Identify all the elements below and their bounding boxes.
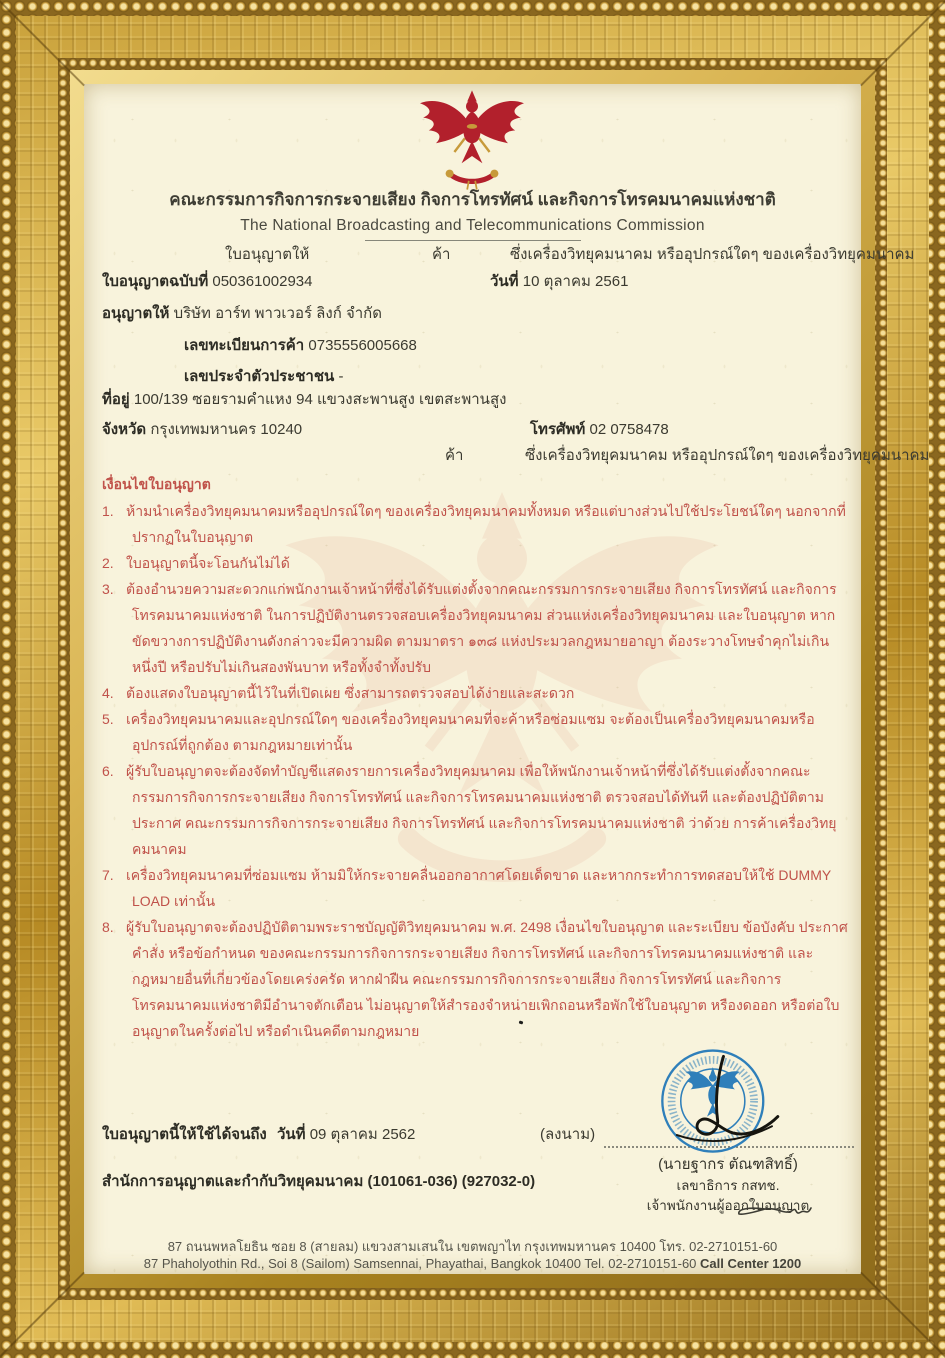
validity-date-value: 09 ตุลาคม 2562 xyxy=(309,1126,416,1143)
trade-registration-row xyxy=(184,336,417,356)
licensee-label: อนุญาตให้ xyxy=(102,305,170,322)
phone-row xyxy=(530,420,669,440)
commission-title-en: The National Broadcasting and Telecommunications Commission xyxy=(240,217,705,234)
garuda-emblem xyxy=(412,88,532,199)
certificate-paper xyxy=(84,84,930,1274)
paraph-signature xyxy=(735,1200,815,1227)
condition-item-8: 8. ผู้รับใบอนุญาตจะต้องปฏิบัติตามพระราชบัญญัติวิทยุคมนาคม พ.ศ. 2498 เงื่อนไขใบอนุญาต และระเบียบ ข้อบังคับ ประกาศ คำสั่ง หรือข้อกำหนด ของคณะกรรมการกิจการกระจายเสียง กิจการโทรทัศน์ และกิจการโทรคมนาคมแห่งชาติ และกฎหมายอื่นที่เกี่ยวข้องโดยเคร่งครัด หากฝ่าฝืน คณะกรรมการกิจการกระจายเสียง กิจการโทรทัศน์ และกิจการโทรคมนาคมแห่งชาติมีอำนาจตักเตือน ไม่อนุญาตให้สำรองจำหน่ายเพิกถอนหรือพักใช้ใบอนุญาต หรืองดออก หรือต่อใบอนุญาตในครั้งต่อไป หรือดำเนินคดีตามกฎหมาย xyxy=(102,919,848,1039)
signer-name: (นายฐากร ตัณฑสิทธิ์) xyxy=(658,1156,798,1173)
frame-carved-band xyxy=(16,16,929,1342)
footer-address-th: 87 ถนนพหลโยธิน ซอย 8 (สายลม) แขวงสามเสนใน เขตพญาไท กรุงเทพมหานคร 10400 โทร. 02-2710151-60 xyxy=(167,1239,778,1254)
frame-inner-slope xyxy=(70,70,930,1288)
address-row xyxy=(102,390,506,410)
licensee-row xyxy=(102,304,382,324)
citizen-id-row xyxy=(184,367,343,387)
licensee-name: บริษัท อาร์ท พาวเวอร์ ลิงก์ จำกัด xyxy=(173,305,382,322)
condition-item-1: 1. ห้ามนำเครื่องวิทยุคมนาคมหรืออุปกรณ์ใดๆ ของเครื่องวิทยุคมนาคมทั้งหมด หรือแต่บางส่วนไปใช้ประโยชน์ใดๆ นอกจากที่ปรากฏในใบอนุญาต xyxy=(102,503,846,545)
address-value: 100/139 ซอยรามคำแหง 94 แขวงสะพานสูง เขตสะพานสูง xyxy=(133,391,507,408)
signer-role: เจ้าพนักงานผู้ออกใบอนุญาต xyxy=(646,1198,810,1213)
issue-to-label: ใบอนุญาตให้ xyxy=(225,246,310,263)
license-number-value: 050361002934 xyxy=(212,273,313,290)
phone-label: โทรศัพท์ xyxy=(530,421,586,438)
condition-item-7: 7. เครื่องวิทยุคมนาคมที่ซ่อมแซม ห้ามมิให้กระจายคลื่นออกอากาศโดยเด็ดขาด และหากกระทำการทดสอบให้ใช้ DUMMY LOAD เท่านั้น xyxy=(102,867,831,909)
sign-label: (ลงนาม) xyxy=(540,1126,596,1143)
issuing-office-line: สำนักการอนุญาตและกำกับวิทยุคมนาคม (101061-036) (927032-0) xyxy=(102,1173,536,1190)
conditions-title: เงื่อนไขใบอนุญาต xyxy=(102,476,211,492)
issue-date-label: วันที่ xyxy=(490,273,519,290)
licensed-action: ค้า xyxy=(432,246,451,263)
commission-title-th: คณะกรรมการกิจการกระจายเสียง กิจการโทรทัศน์ และกิจการโทรคมนาคมแห่งชาติ xyxy=(169,190,776,209)
province-label: จังหวัด xyxy=(102,421,147,438)
call-center-text: Call Center 1200 xyxy=(700,1256,802,1271)
condition-item-6: 6. ผู้รับใบอนุญาตจะต้องจัดทำบัญชีแสดงรายการเครื่องวิทยุคมนาคม เพื่อให้พนักงานเจ้าหน้าที่ซึ่งได้รับแต่งตั้งจากคณะกรรมการกิจการกระจายเสียง กิจการโทรทัศน์ และกิจการโทรคมนาคมแห่งชาติ ตรวจสอบได้ทันที และต้องปฏิบัติตามประกาศ คณะกรรมการกิจการกระจายเสียง กิจการโทรทัศน์ และกิจการโทรคมนาคมแห่งชาติ ว่าด้วย การค้าเครื่องวิทยุคมนาคม xyxy=(102,763,837,857)
province-row xyxy=(102,420,302,440)
post-horn-icon xyxy=(450,174,495,182)
signer-block xyxy=(592,1154,864,1216)
validity-label: ใบอนุญาตนี้ให้ใช้ได้จนถึง xyxy=(102,1126,267,1143)
condition-item-4: 4. ต้องแสดงใบอนุญาตนี้ไว้ในที่เปิดเผย ซึ่งสามารถตรวจสอบได้ง่ายและสะดวก xyxy=(102,685,575,701)
address-label: ที่อยู่ xyxy=(102,391,130,408)
issue-date-value: 10 ตุลาคม 2561 xyxy=(522,273,629,290)
signer-position: เลขาธิการ กสทช. xyxy=(676,1178,780,1193)
condition-item-2: 2. ใบอนุญาตนี้จะโอนกันไม่ได้ xyxy=(102,555,290,571)
validity-date-label: วันที่ xyxy=(276,1126,306,1143)
condition-item-3: 3. ต้องอำนวยความสะดวกแก่พนักงานเจ้าหน้าที่ซึ่งได้รับแต่งตั้งจากคณะกรรมการกระจายเสียง กิจการโทรทัศน์ และกิจการโทรคมนาคมแห่งชาติ ในการปฏิบัติงานตรวจสอบเครื่องวิทยุคมนาคม ส่วนแห่งเครื่องวิทยุคมนาคม และใบอนุญาต หากขัดขวางการปฏิบัติงานดังกล่าวจะมีความผิด ตามมาตรา ๑๓๘ แห่งประมวลกฎหมายอาญา ต้องระวางโทษจำคุกไม่เกินหนึ่งปี หรือปรับไม่เกินสองพันบาท หรือทั้งจำทั้งปรับ xyxy=(102,581,837,675)
footer-address-en-text: 87 Phaholyothin Rd., Soi 8 (Sailom) Samsennai, Phayathai, Bangkok 10400 Tel. 02-2710151-60 xyxy=(143,1256,697,1271)
licensed-action-repeat: ค้า xyxy=(445,447,464,464)
licensed-scope: ซึ่งเครื่องวิทยุคมนาคม หรืออุปกรณ์ใดๆ ของเครื่องวิทยุคมนาคม xyxy=(510,246,915,263)
license-conditions xyxy=(102,471,850,1044)
license-number-label: ใบอนุญาตฉบับที่ xyxy=(102,273,209,290)
trade-registration-label: เลขทะเบียนการค้า xyxy=(184,337,305,354)
condition-item-5: 5. เครื่องวิทยุคมนาคมและอุปกรณ์ใดๆ ของเครื่องวิทยุคมนาคมที่จะค้าหรือซ่อมแซม จะต้องเป็นเครื่องวิทยุคมนาคมหรืออุปกรณ์ที่ถูกต้อง ตามกฎหมายเท่านั้น xyxy=(102,711,815,753)
phone-value: 02 0758478 xyxy=(589,421,669,438)
header-divider xyxy=(365,240,581,241)
validity-row xyxy=(102,1125,415,1145)
issue-date-row xyxy=(490,272,628,292)
citizen-id-label: เลขประจำตัวประชาชน xyxy=(184,368,335,385)
seal-garuda-icon xyxy=(686,1067,740,1116)
frame-inner-bead-band xyxy=(58,58,930,1300)
footer-address-en xyxy=(84,1256,861,1271)
license-number-row xyxy=(102,272,312,292)
licensed-scope-repeat: ซึ่งเครื่องวิทยุคมนาคม หรืออุปกรณ์ใดๆ ของเครื่องวิทยุคมนาคม xyxy=(525,447,930,464)
citizen-id-value: - xyxy=(338,368,344,385)
trade-registration-number: 0735556005668 xyxy=(308,337,417,354)
province-value: กรุงเทพมหานคร 10240 xyxy=(150,421,303,438)
